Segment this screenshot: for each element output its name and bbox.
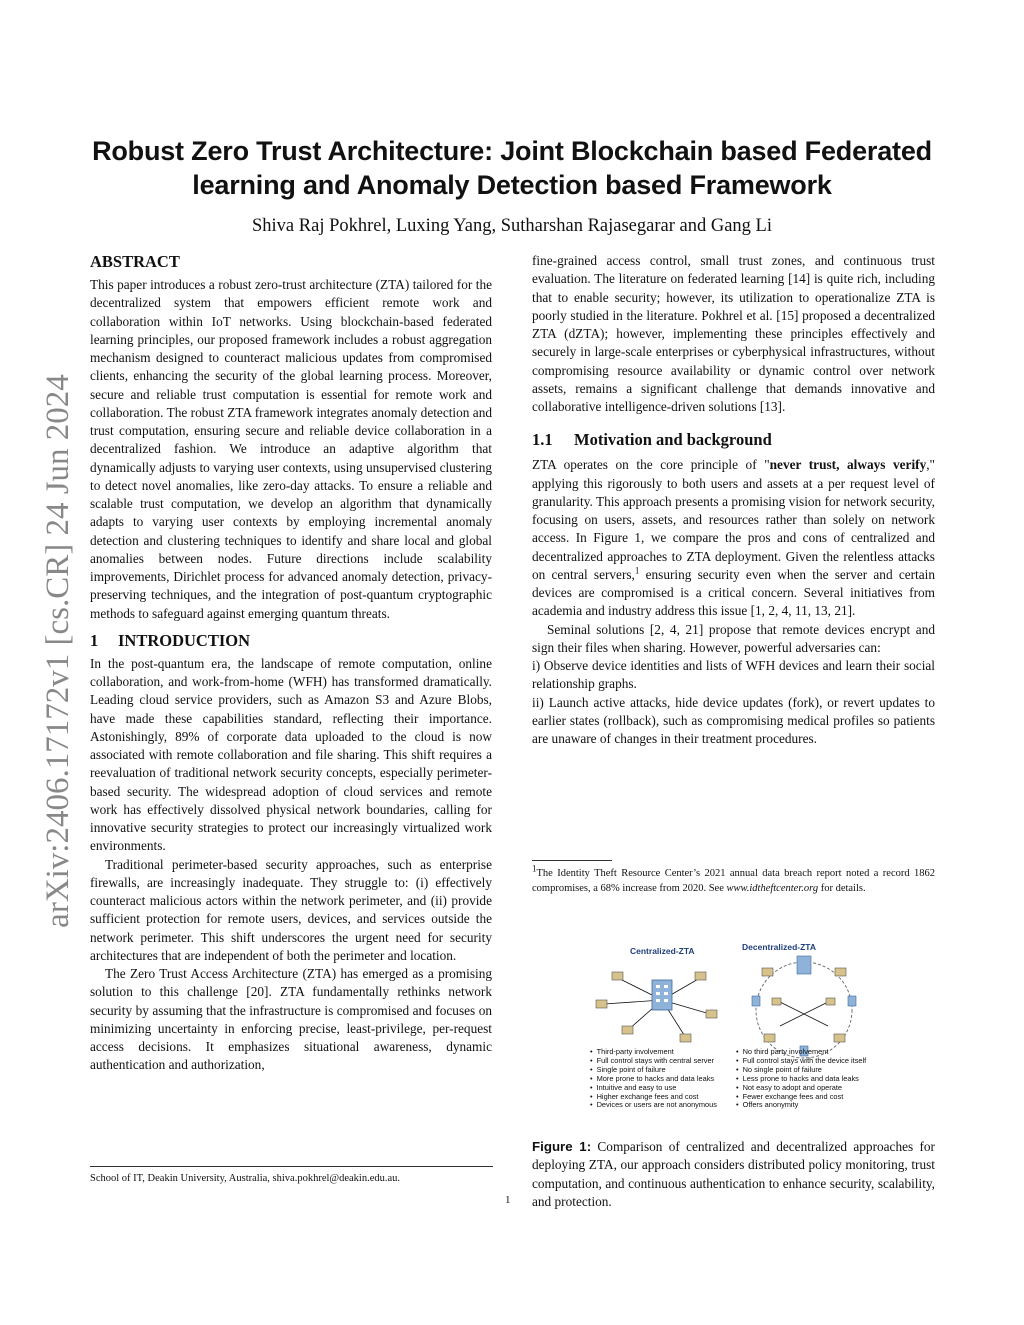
footnote-mark: 1 — [532, 863, 537, 874]
subsection-number: 1.1 — [532, 430, 553, 450]
text-run: ," applying this rigorously to both users and assets at a per request level of granularity. This approach presents a promising vision for network security, focusing on users, assets, and resources rather than solely on network access. In Figure 1, we compare the pros and cons of centralized and decentralized approaches to ZTA deployment. Given the relentless attacks on central servers, — [532, 457, 935, 582]
list-item: • Higher exchange fees and cost — [590, 1093, 717, 1102]
text-run: for details. — [818, 883, 866, 894]
central-server-icon — [652, 980, 672, 1010]
motivation-paragraph-1 — [532, 456, 935, 620]
caption-text: Comparison of centralized and decentralized approaches for deploying ZTA, our approach considers distributed policy monitoring, trust computation, and continuous authentication to enhance security, scalability, and protection. — [532, 1139, 935, 1209]
intro-paragraph-4: fine-grained access control, small trust zones, and continuous trust evaluation. The literature on federated learning [14] is quite rich, including that to enable security; however, its utilization to operationalize ZTA is poorly studied in the literature. Pokhrel et al. [15] proposed a decentralized ZTA (dZTA); however, implementing these principles effectively and securely in large-scale enterprises or cyberphysical infrastructures, without compromising resource availability or dynamic control over network assets, remains a significant challenge that demands innovative and collaborative intelligence-driven solutions [13]. — [532, 253, 935, 414]
list-item: • More prone to hacks and data leaks — [590, 1075, 717, 1084]
centralized-properties-list — [590, 1048, 717, 1110]
section-number: 1 — [90, 630, 99, 650]
abstract-text: This paper introduces a robust zero-trust architecture (ZTA) tailored for the decentralized system that empowers efficient remote work and collaboration within IoT networks. Using blockchain-based federated learning principles, our proposed framework includes a robust aggregation mechanism designed to counteract malicious updates from compromised clients, enhancing the security of the global learning process. Moreover, secure and reliable trust computation is essential for remote work and collaboration. The robust ZTA framework integrates anomaly detection and trust computation, ensuring secure and reliable device collaboration in a decentralized fashion. We introduce an adaptive algorithm that dynamically adjusts to varying user contexts, using unsupervised clustering to detect novel anomalies, like zero-day attacks. To ensure a reliable and scalable trust computation, we develop an algorithm that dynamically adapts to varying user contexts by employing incremental anomaly detection and clustering techniques to identify and share local and global anomalies between nodes. Future directions include scalability improvements, Dirichlet process for advanced anomaly detection, privacy-preserving techniques, and the integration of post-quantum cryptographic methods to safeguard against emerging quantum threats. — [90, 277, 492, 621]
list-item: • Full control stays with central server — [590, 1057, 717, 1066]
decentralized-properties-list — [736, 1048, 866, 1110]
affiliation-footnote: School of IT, Deakin University, Australia, shiva.pokhrel@deakin.edu.au. — [90, 1173, 401, 1184]
adversary-item-2: ii) Launch active attacks, hide device updates (fork), or revert updates to earlier states (rollback), such as compromising medical profiles so patients are unaware of changes in their treatment procedures. — [532, 694, 935, 746]
intro-paragraph-1: In the post-quantum era, the landscape of remote computation, online collaboration, and work-from-home (WFH) has transformed dramatically. Leading cloud service providers, such as Amazon S3 and Azure Blobs, have made these capabilities standard, reflecting their importance. Astonishingly, 89% of corporate data uploaded to the cloud is now associated with remote collaboration and file sharing. This shift requires a reevaluation of traditional network security concepts, especially perimeter-based security. The widespread adoption of cloud services and remote work has effectively dissolved physical network boundaries, calling for innovative security strategies to protect our increasingly virtualized work environments. — [90, 655, 492, 854]
principle-emphasis: never trust, always verify — [769, 457, 927, 473]
footnote-ref[interactable]: 1 — [634, 565, 640, 576]
list-item: • Single point of failure — [590, 1066, 717, 1075]
subsection-title: Motivation and background — [574, 430, 772, 450]
section-title: INTRODUCTION — [118, 630, 251, 650]
breach-footnote — [532, 863, 935, 896]
left-column — [90, 252, 492, 1075]
page-number: 1 — [505, 1194, 511, 1206]
right-column — [532, 252, 935, 748]
motivation-heading — [532, 430, 935, 450]
list-item: • Fewer exchange fees and cost — [736, 1093, 866, 1102]
paper-title — [80, 134, 944, 202]
intro-paragraph-3: The Zero Trust Access Architecture (ZTA) has emerged as a promising solution to this challenge [20]. ZTA fundamentally rethinks network security by assuming that the infrastructure is compromised and focuses on minimizing uncertainty in enforcing precise, least-privilege, per-request access decisions. It emphasizes situational awareness, dynamic authentication and authorization, — [90, 966, 492, 1073]
peer-device-icons — [762, 968, 846, 1042]
title-line-2: learning and Anomaly Detection based Framework — [192, 170, 832, 200]
list-item: • No single point of failure — [736, 1066, 866, 1075]
footnote-rule-left — [90, 1166, 493, 1167]
motivation-paragraph-2: Seminal solutions [2, 4, 21] propose that remote devices encrypt and sign their files when sharing. However, powerful adversaries can: — [532, 621, 935, 655]
abstract-heading: ABSTRACT — [90, 252, 180, 271]
figure-title-centralized: Centralized-ZTA — [630, 946, 695, 956]
list-item: • Intuitive and easy to use — [590, 1084, 717, 1093]
adversary-item-1: i) Observe device identities and lists of WFH devices and learn their social relationship graphs. — [532, 658, 935, 692]
intro-heading — [90, 631, 492, 651]
text-run: ensuring security even when the server and certain devices are compromised is a critical concern. Several initiatives from academia and industry address this issue [1, 2, 4, 11, 13, 21]. — [532, 566, 935, 619]
zta-topology-diagram — [582, 952, 902, 1062]
figure-1 — [582, 938, 902, 1124]
author-list: Shiva Raj Pokhrel, Luxing Yang, Sutharshan Rajasegarar and Gang Li — [252, 216, 772, 236]
footnote-link[interactable]: www.idtheftcenter.org — [726, 883, 819, 894]
list-item: • Devices or users are not anonymous — [590, 1101, 717, 1110]
title-line-1: Robust Zero Trust Architecture: Joint Blockchain based Federated — [92, 136, 932, 166]
footnote-rule-right — [532, 860, 612, 861]
decentralized-ring — [756, 962, 852, 1058]
list-item: • Full control stays with the device itself — [736, 1057, 866, 1066]
text-run: ZTA operates on the core principle of " — [532, 457, 770, 473]
caption-label: Figure 1: — [532, 1139, 592, 1154]
decentralized-links — [780, 1002, 828, 1026]
list-item: • Offers anonymity — [736, 1101, 866, 1110]
figure-1-caption — [532, 1138, 935, 1211]
arxiv-stamp: arXiv:2406.17172v1 [cs.CR] 24 Jun 2024 — [40, 374, 76, 928]
list-item: • Not easy to adopt and operate — [736, 1084, 866, 1093]
intro-paragraph-2: Traditional perimeter-based security approaches, such as enterprise firewalls, are increasingly inadequate. They struggle to: (i) effectively counteract malicious actors within the network perimeter, and (ii) provide sufficient protection for remote users, devices, and services outside the network perimeter. This shift underscores the urgent need for security architectures that are independent of both the perimeter and location. — [90, 856, 492, 963]
text-run: The Identity Theft Resource Center’s 2021 annual data breach report noted a record 1862 compromises, a 68% increase from 2020. See — [532, 868, 935, 894]
list-item: • Less prone to hacks and data leaks — [736, 1075, 866, 1084]
list-item: • Third-party involvement — [590, 1048, 717, 1057]
list-item: • No third party involvement — [736, 1048, 866, 1057]
figure-title-decentralized: Decentralized-ZTA — [742, 942, 816, 952]
